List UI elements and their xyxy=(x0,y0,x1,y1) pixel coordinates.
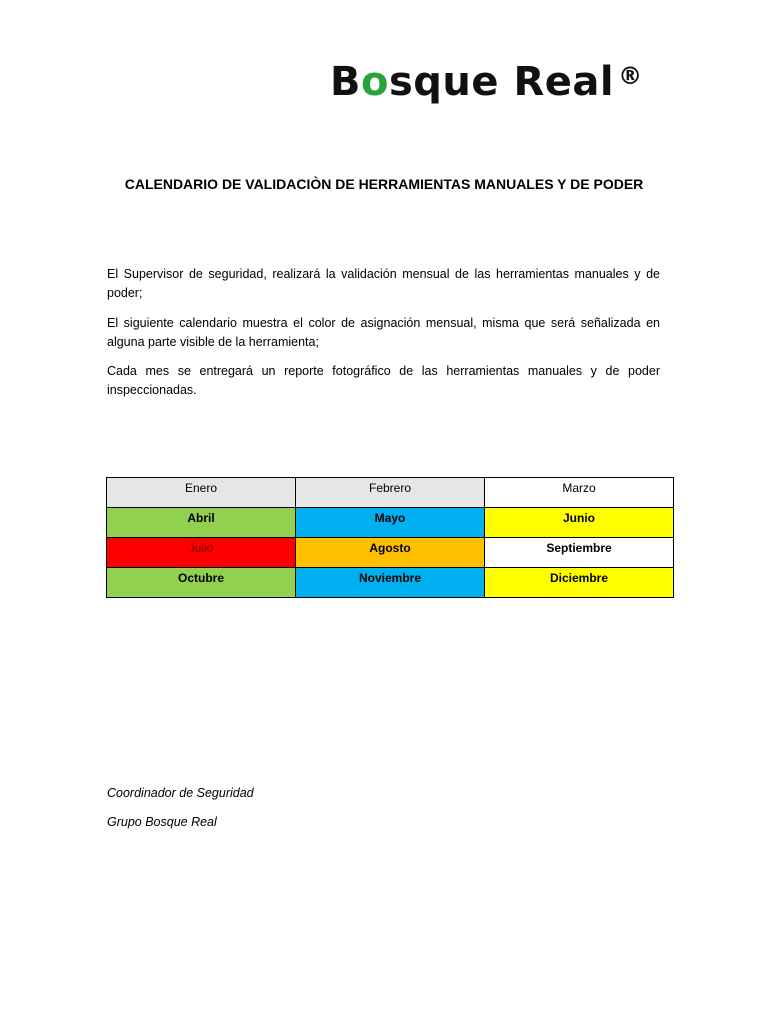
validation-calendar-table xyxy=(106,477,674,598)
signature-organization: Grupo Bosque Real xyxy=(107,815,217,829)
calendar-row xyxy=(107,478,674,508)
calendar-cell-mayo: Mayo xyxy=(296,508,485,538)
signature-role: Coordinador de Seguridad xyxy=(107,786,254,800)
logo-accent-letter: o xyxy=(361,59,389,105)
calendar-cell-febrero: Febrero xyxy=(296,478,485,508)
calendar-cell-julio: Julio xyxy=(107,538,296,568)
company-logo xyxy=(330,59,643,105)
calendar-cell-junio: Junio xyxy=(485,508,674,538)
calendar-cell-diciembre: Diciembre xyxy=(485,568,674,598)
calendar-row xyxy=(107,508,674,538)
calendar-cell-noviembre: Noviembre xyxy=(296,568,485,598)
paragraph-photo-report: Cada mes se entregará un reporte fotográfico de las herramientas manuales y de poder inspeccionadas. xyxy=(107,364,660,397)
paragraph-calendar-description: El siguiente calendario muestra el color de asignación mensual, misma que será señalizada en alguna parte visible de la herramienta; xyxy=(107,316,660,349)
logo-text-suffix: sque Real xyxy=(388,59,615,105)
calendar-cell-abril: Abril xyxy=(107,508,296,538)
paragraph-supervisor: El Supervisor de seguridad, realizará la validación mensual de las herramientas manuales y de poder; xyxy=(107,267,660,300)
registered-mark: ® xyxy=(618,62,643,90)
document-title: CALENDARIO DE VALIDACIÒN DE HERRAMIENTAS MANUALES Y DE PODER xyxy=(124,176,644,192)
calendar-row xyxy=(107,538,674,568)
calendar-cell-marzo: Marzo xyxy=(485,478,674,508)
logo-text-prefix: B xyxy=(330,59,361,105)
calendar-row xyxy=(107,568,674,598)
calendar-cell-septiembre: Septiembre xyxy=(485,538,674,568)
calendar-cell-enero: Enero xyxy=(107,478,296,508)
calendar-cell-agosto: Agosto xyxy=(296,538,485,568)
calendar-cell-octubre: Octubre xyxy=(107,568,296,598)
